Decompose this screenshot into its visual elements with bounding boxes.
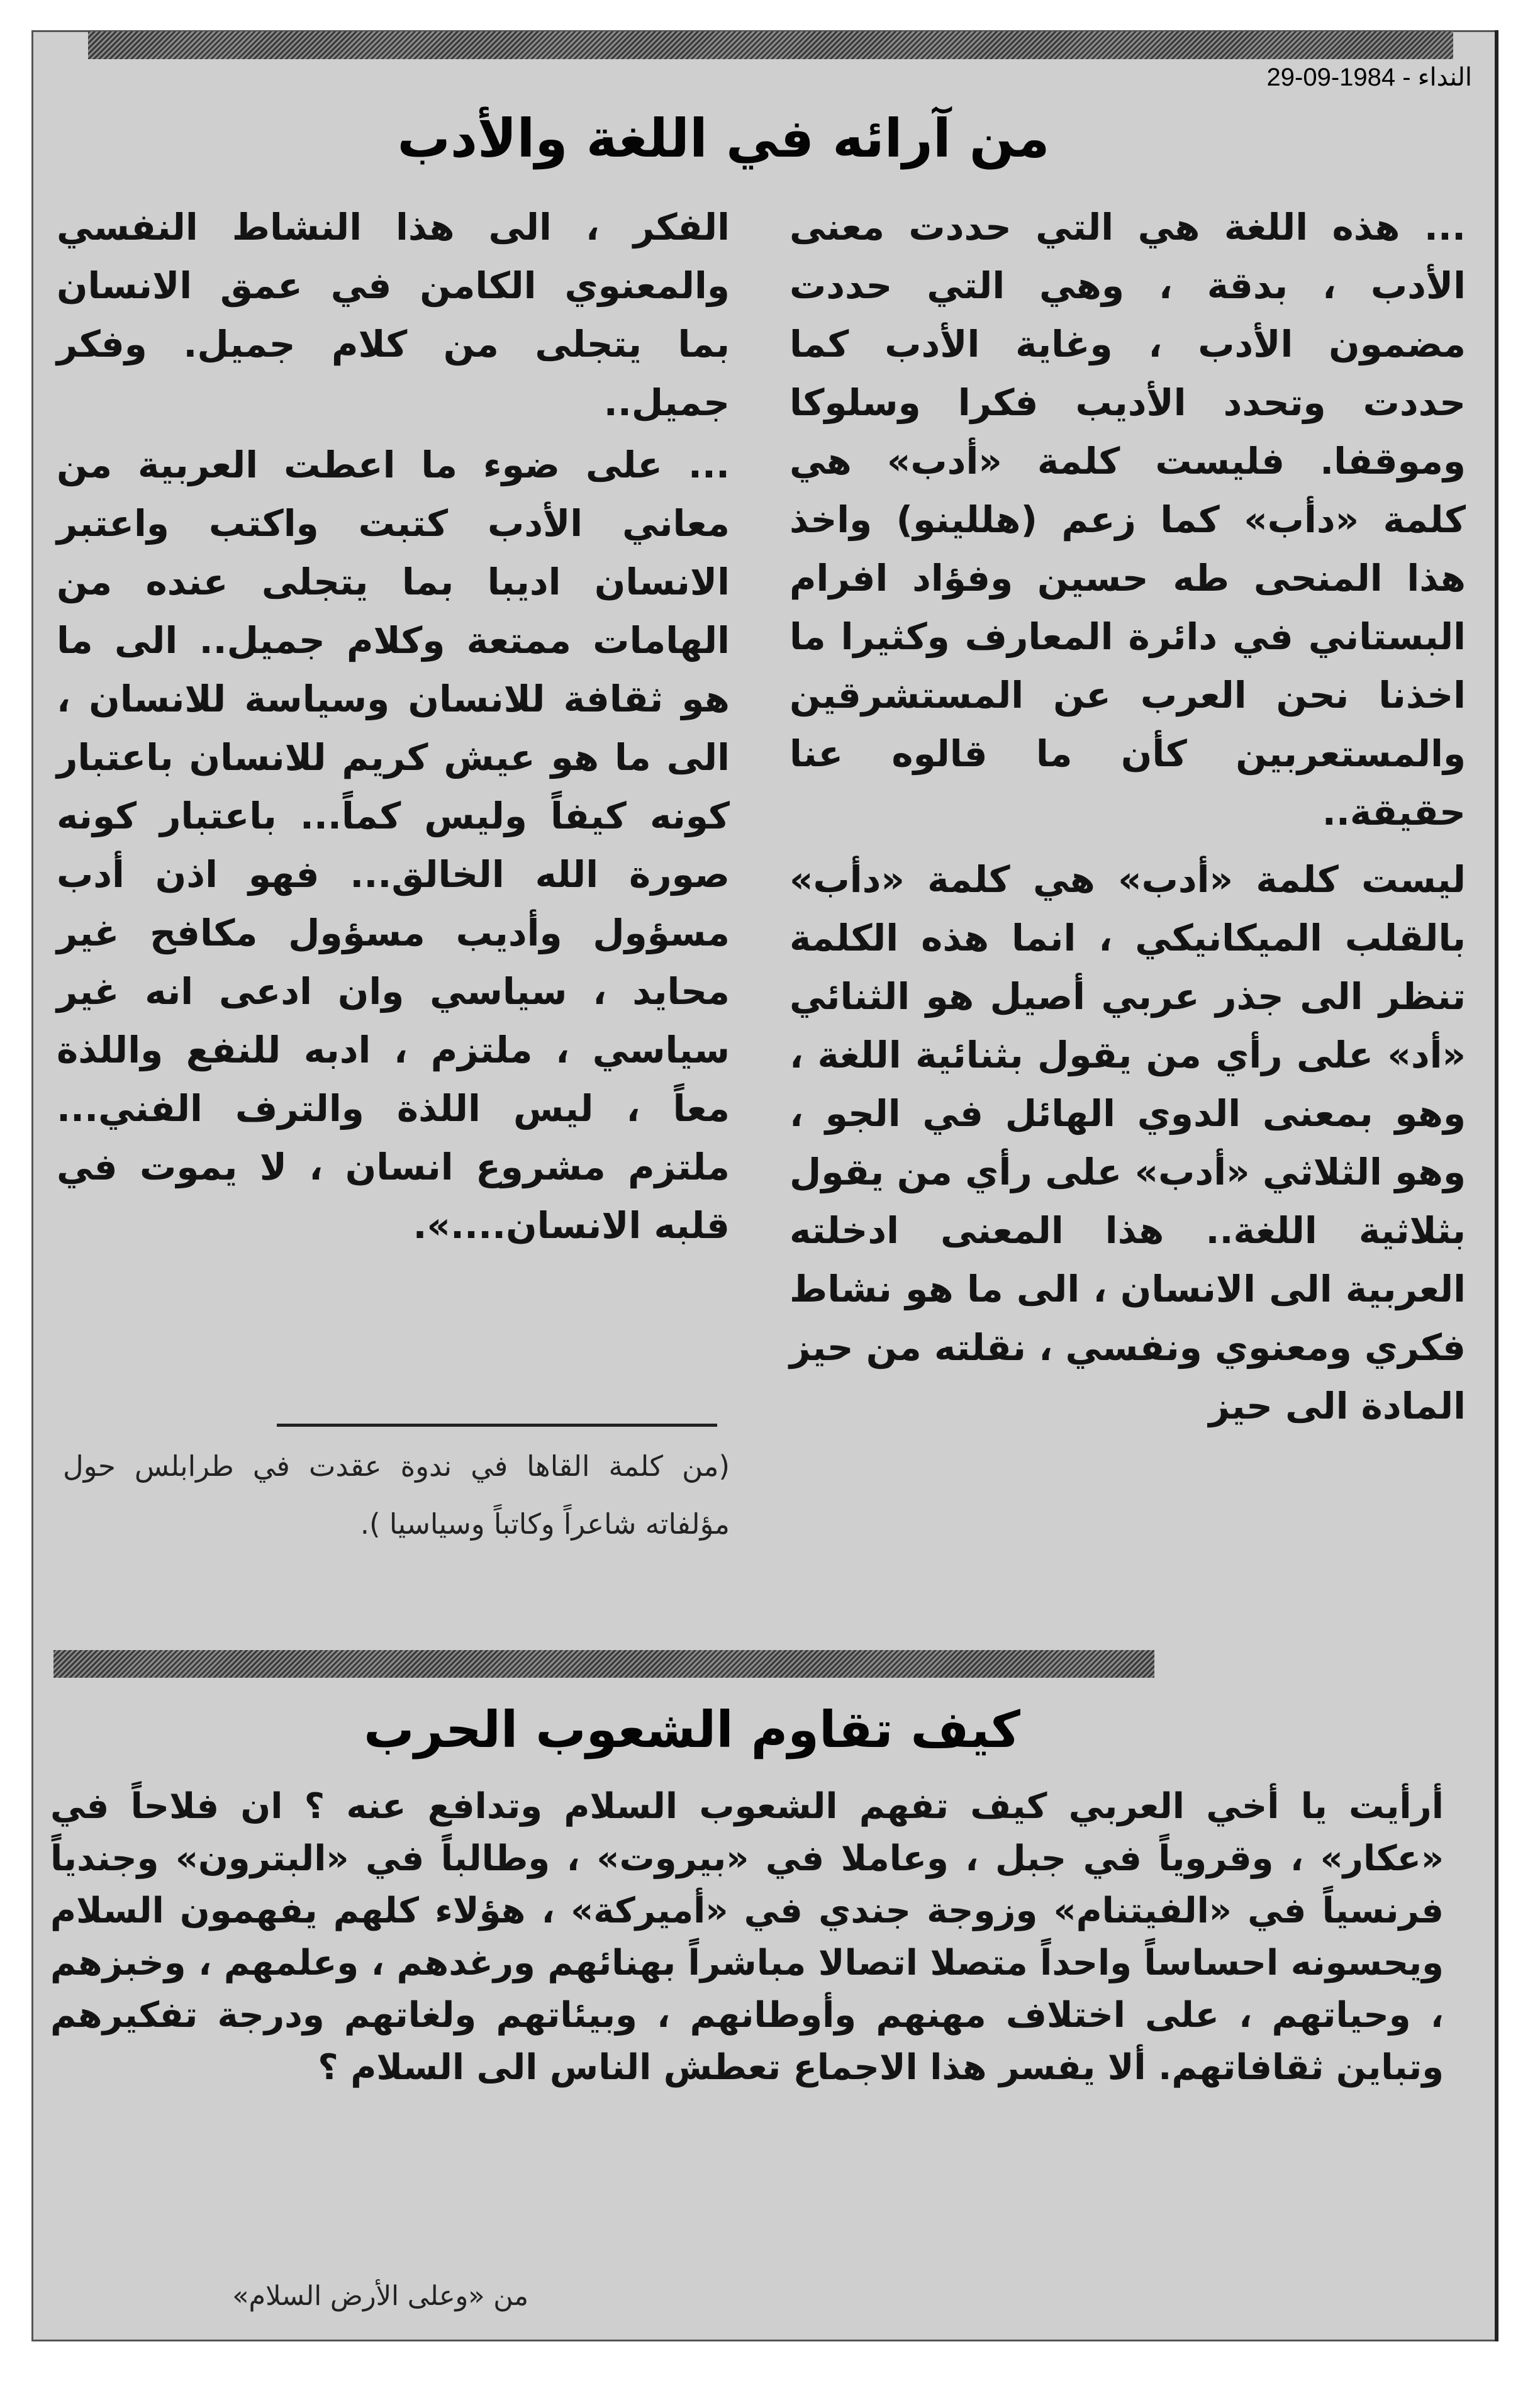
article1-left-paragraph-2: ... على ضوء ما اعطت العربية من معاني الأدب كتبت واكتب واعتبر الانسان اديبا بما يتجلى عنده من الهامات ممتعة وكلام جميل.. الى ما هو ثقافة للانسان وسياسة للانسان ، الى ما هو عيش كريم للانسان باعتبار كونه كيفاً وليس كماً... باعتبار كونه صورة الله الخالق... فهو اذن أدب مسؤول وأديب مسؤول مكافح غير محايد ، سياسي وان ادعى انه غير سياسي ، ملتزم ، ادبه للنفع واللذة معاً ، ليس اللذة والترف الفني... ملتزم مشروع انسان ، لا يموت في قلبه الانسان....». [57,444,730,1247]
article2-body [50,1780,1444,2094]
note-divider [277,1424,717,1427]
article2-credit: من «وعلى الأرض السلام» [232,2280,528,2312]
article1-source-note: (من كلمة القاها في ندوة عقدت في طرابلس حول مؤلفاته شاعراً وكاتباً وسياسيا ). [63,1449,730,1541]
article1-title: من آرائه في اللغة والأدب [397,108,1050,169]
article1-left-paragraph-1: الفكر ، الى هذا النشاط النفسي والمعنوي الكامن في عمق الانسان بما يتجلى من كلام جميل. وفكر جميل.. [57,206,730,424]
article1-right-column [790,198,1466,1436]
article1-right-paragraph-2: ليست كلمة «أدب» هي كلمة «دأب» بالقلب الميكانيكي ، انما هذه الكلمة تنظر الى جذر عربي أصيل هو الثنائي «أد» على رأي من يقول بثنائية اللغة ، وهو بمعنى الدوي الهائل في الجو ، وهو الثلاثي «أدب» على رأي من يقول بثلاثية اللغة.. هذا المعنى ادخلته العربية الى الانسان ، الى ما هو نشاط فكري ومعنوي ونفسي ، نقلته من حيز المادة الى حيز [789,858,1466,1427]
article1-left-column [57,198,730,1255]
top-hatch-bar [88,31,1453,59]
article2-paragraph: أرأيت يا أخي العربي كيف تفهم الشعوب السلام وتدافع عنه ؟ ان فلاحاً في «عكار» ، وقروياً في جبل ، وعاملا في «بيروت» ، وطالباً في «البترون» وجندياً فرنسياً في «الفيتنام» وزوجة جندي في «أميركة» ، هؤلاء كلهم يفهمون السلام ويحسونه احساساً واحداً متصلا اتصالا مباشراً بهنائهم ورغدهم ، وعلمهم ، وخبزهم ، وحياتهم ، على اختلاف مهنهم وأوطانهم ، وبيئاتهم ولغاتهم ودرجة تفكيرهم وتباين ثقافاتهم. ألا يفسر هذا الاجماع تعطش الناس الى السلام ؟ [50,1786,1444,2088]
article1-right-paragraph-1: ... هذه اللغة هي التي حددت معنى الأدب ، بدقة ، وهي التي حددت مضمون الأدب ، وغاية الأدب كما حددت وتحدد الأديب فكرا وسلوكا وموقفا. فليست كلمة «أدب» هي كلمة «دأب» كما زعم (هللينو) واخذ هذا المنحى طه حسين وفؤاد افرام البستاني في دائرة المعارف وكثيرا ما اخذنا نحن العرب عن المستشرقين والمستعربين كأن ما قالوه عنا حقيقة.. [790,206,1466,834]
article2-title: كيف تقاوم الشعوب الحرب [364,1700,1020,1759]
source-date-caption: النداء - 1984-09-29 [1266,64,1472,91]
section-divider-hatch [53,1650,1154,1678]
clipping-right-border [1495,30,1498,2341]
